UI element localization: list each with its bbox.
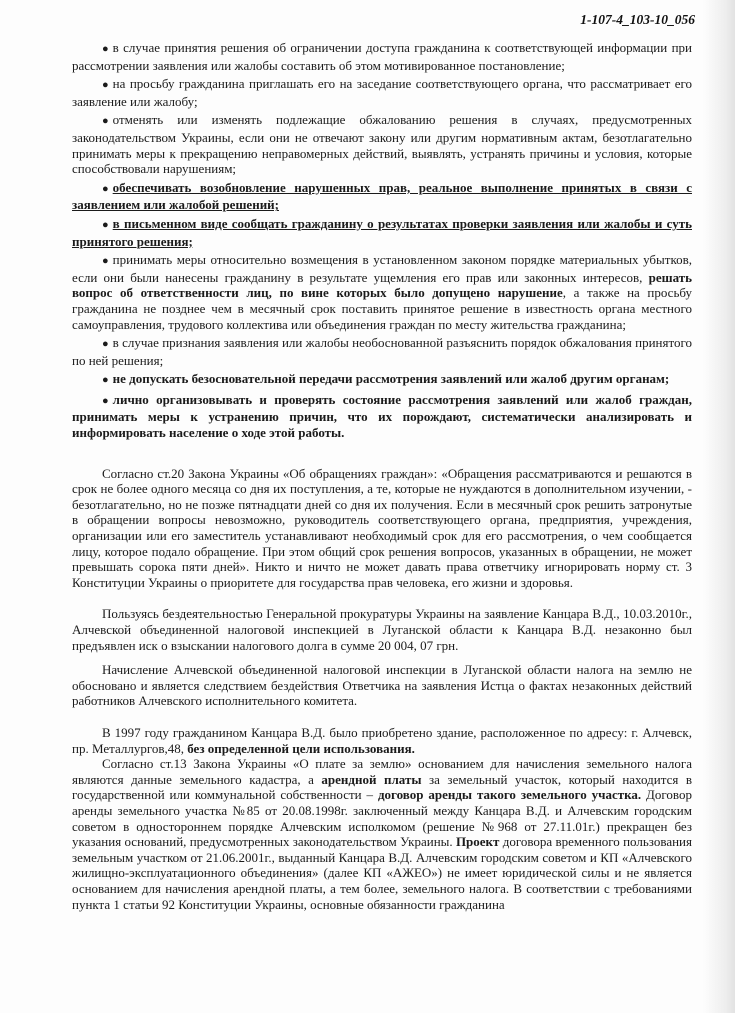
bullet-icon: ● [102, 115, 109, 128]
bullet-icon: ● [102, 374, 109, 387]
bullet-icon: ● [102, 218, 109, 231]
scan-edge-shadow [703, 0, 735, 1013]
bullet-icon: ● [102, 43, 109, 55]
bullet-icon: ● [102, 182, 109, 195]
bullet-icon: ● [102, 394, 109, 407]
spacer [72, 590, 692, 606]
list-item: ● на просьбу гражданина приглашать его на заседание соответствующего органа, что рассматривает его заявление или жалобу; [72, 76, 692, 109]
paragraph-1997: В 1997 году гражданином Канцара В.Д. было приобретено здание, расположенное по адресу: г. Алчевск, пр. Металлургов,48, без определенной цели использования. [72, 724, 692, 756]
list-item: ● принимать меры относительно возмещения в установленном законом порядке материальных убытков, если они были нанесены гражданину в результате ущемления его прав или законных интересов, решать вопрос об ответственности лиц, по вине которых было допущено нарушение, а также на просьбу гражданина не позднее чем в месячный срок поставить принятое решение в известность органа местного самоуправления, трудового коллектива или объединения граждан по месту жительства гражданина; [72, 252, 692, 332]
list-item: ● в случае признания заявления или жалобы необоснованной разъяснить порядок обжалования принятого по ней решения; [72, 335, 692, 368]
document-id: 1-107-4_103-10_056 [580, 12, 695, 27]
paragraph-art20: Согласно ст.20 Закона Украины «Об обращениях граждан»: «Обращения рассматриваются и решаются в срок не более одного месяца со дня их поступления, а те, которые не нуждаются в дополнительном изучении, - безотлагательно, но не позже пятнадцати дней со дня их получения. Если в месячный срок решить затронутые в обращении вопросы невозможно, руководитель соответствующего органа, предприятия, учреждения, организации или его заместитель устанавливают необходимый срок для его рассмотрения, о чем сообщается лицу, которое подало обращение. При этом общий срок решения вопросов, указанных в обращении, не может превышать сорока пяти дней». Никто и ничто не может давать права ответчику игнорировать норму ст. 3 Конституции Украины о приоритете для государства прав человека, его жизни и здоровья. [72, 465, 692, 590]
bullet-icon: ● [102, 338, 109, 351]
list-item: ● отменять или изменять подлежащие обжалованию решения в случаях, предусмотренных законодательством Украины, если они не отвечают закону или другим нормативным актам, безотлагательно принимать меры к прекращению неправомерных действий, выявлять, устранять причины и условия, которые способствовали нарушениям; [72, 112, 692, 177]
spacer [72, 709, 692, 725]
bullet-icon: ● [102, 79, 109, 92]
bullet-icon: ● [102, 255, 109, 268]
paragraph-art13: Согласно ст.13 Закона Украины «О плате за землю» основанием для начисления земельного налога являются данные земельного кадастра, а арендной платы за земельный участок, который находится в государственной или коммунальной собственности – договор аренды такого земельного участка. Договор аренды земельного участка №85 от 20.08.1998г. заключенный между Канцара В.Д. и Алчевским городским советом в одностороннем порядке Алчевским исполкомом (решение №968 от 27.11.01г.) прекращен без указания оснований, предусмотренных законодательством Украины. Проект договора временного пользования земельным участком от 21.06.2001г., выданный Канцара В.Д. Алчевским городским советом и КП «Алчевского жилищно-эксплуатационного объединения» (далее КП «АЖЕО») не имеет юридической силы и не является основанием для начисления арендной платы, а тем более, земельного налога. В соответствии с требованиями пункта 1 статьи 92 Конституции Украины, основные обязанности гражданина [72, 756, 692, 912]
list-item: ● в случае принятия решения об ограничении доступа гражданина к соответствующей информации при рассмотрении заявления или жалобы составить об этом мотивированное постановление; [72, 40, 692, 73]
list-item: ● не допускать безосновательной передачи рассмотрения заявлений или жалоб другим органам; [72, 371, 692, 389]
list-item: ● обеспечивать возобновление нарушенных прав, реальное выполнение принятых в связи с заявлением или жалобой решений; [72, 179, 692, 213]
paragraph-inaction: Пользуясь бездеятельностью Генеральной прокуратуры Украины на заявление Канцара В.Д., 10.03.2010г., Алчевской объединенной налоговой инспекцией в Луганской области к Канцара В.Д. незаконно был предъявлен иск о взыскании налогового долга в сумме 20 004, 07 грн. [72, 606, 692, 653]
list-item: ● в письменном виде сообщать гражданину о результатах проверки заявления или жалобы и суть принятого решения; [72, 215, 692, 249]
paragraph-accrual: Начисление Алчевской объединенной налоговой инспекции в Луганской области налога на землю не обосновано и является следствием бездействия Ответчика на заявления Истца о фактах незаконных действий работников Алчевского исполнительного комитета. [72, 662, 692, 709]
document-body [72, 40, 692, 912]
spacer [72, 444, 692, 466]
spacer [72, 653, 692, 662]
list-item: ● лично организовывать и проверять состояние рассмотрения заявлений или жалоб граждан, принимать меры к устранению причин, что их порождают, систематически анализировать и информировать население о ходе этой работы. [72, 391, 692, 441]
